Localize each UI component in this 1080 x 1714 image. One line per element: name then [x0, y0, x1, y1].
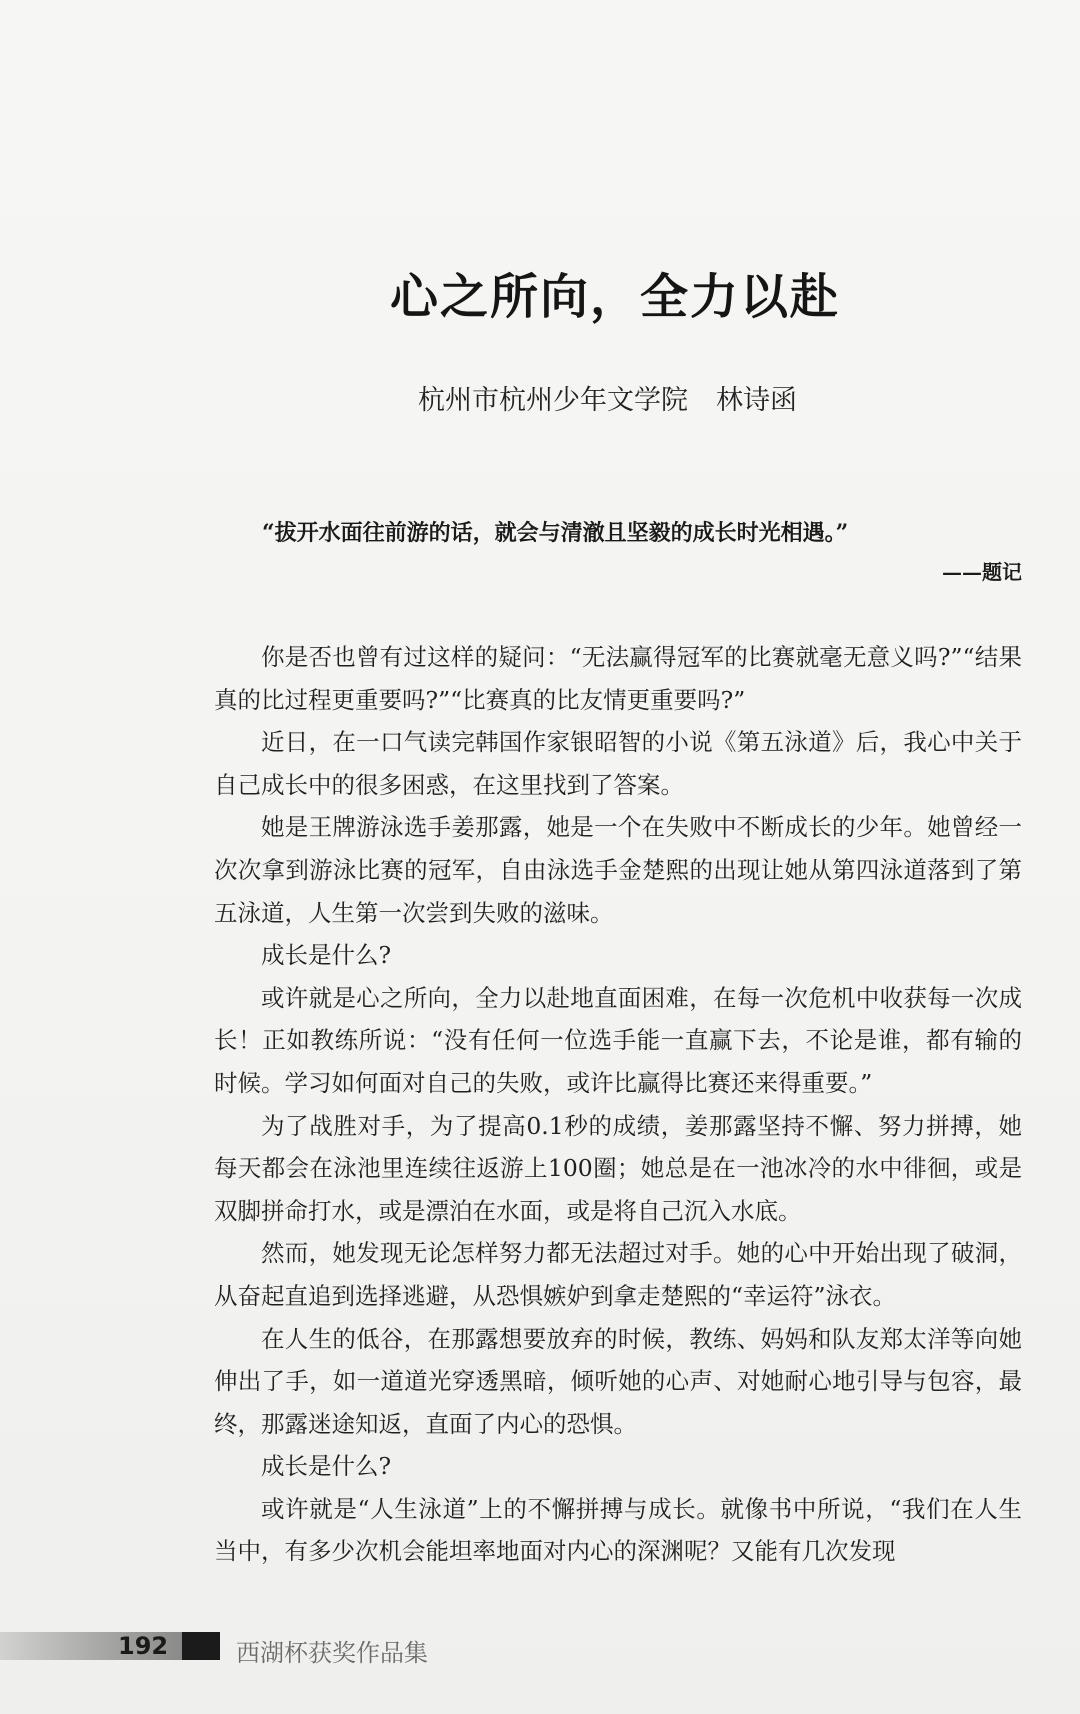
page-footer [0, 1624, 1080, 1667]
footer-dark-block [182, 1632, 220, 1660]
epigraph: “拔开水面往前游的话，就会与清澈且坚毅的成长时光相遇。” [262, 520, 849, 546]
byline [418, 378, 797, 417]
author-name: 林诗函 [716, 385, 797, 416]
page-number: 192 [118, 1632, 169, 1660]
author-school: 杭州市杭州少年文学院 [418, 385, 688, 416]
paragraph: 成长是什么? [261, 1452, 392, 1481]
paragraph: 然而，她发现无论怎样努力都无法超过对手。她的心中开始出现了破洞，从奋起直追到选择逃避，从恐惧嫉妒到拿走楚熙的“幸运符”泳衣。 [214, 1239, 1022, 1310]
paragraph: 为了战胜对手，为了提高0.1秒的成绩，姜那露坚持不懈、努力拼搏，她每天都会在泳池里连续往返游上100圈；她总是在一池冰冷的水中徘徊，或是双脚拼命打水，或是漂泊在水面，或是将自己沉入水底。 [214, 1111, 1022, 1225]
article-title: 心之所向，全力以赴 [389, 269, 840, 325]
paragraph: 成长是什么? [261, 941, 392, 970]
epigraph-source: ——题记 [942, 560, 1022, 584]
paragraph: 你是否也曾有过这样的疑问：“无法赢得冠军的比赛就毫无意义吗?”“结果真的比过程更重要吗?”“比赛真的比友情更重要吗?” [214, 643, 1022, 714]
paragraph: 或许就是“人生泳道”上的不懈拼搏与成长。就像书中所说，“我们在人生当中，有多少次机会能坦率地面对内心的深渊呢？又能有几次发现 [214, 1494, 1022, 1566]
collection-title: 西湖杯获奖作品集 [236, 1639, 428, 1667]
paragraph: 在人生的低谷，在那露想要放弃的时候，教练、妈妈和队友郑太洋等向她伸出了手，如一道道光穿透黑暗，倾听她的心声、对她耐心地引导与包容，最终，那露迷途知返，直面了内心的恐惧。 [214, 1324, 1022, 1438]
paragraph: 近日，在一口气读完韩国作家银昭智的小说《第五泳道》后，我心中关于自己成长中的很多困惑，在这里找到了答案。 [214, 728, 1022, 799]
article-body [214, 636, 1022, 1573]
paragraph: 她是王牌游泳选手姜那露，她是一个在失败中不断成长的少年。她曾经一次次拿到游泳比赛的冠军，自由泳选手金楚熙的出现让她从第四泳道落到了第五泳道，人生第一次尝到失败的滋味。 [214, 813, 1022, 927]
paragraph: 或许就是心之所向，全力以赴地直面困难，在每一次危机中收获每一次成长！正如教练所说：“没有任何一位选手能一直赢下去，不论是谁，都有输的时候。学习如何面对自己的失败，或许比赢得比赛还来得重要。” [214, 983, 1022, 1097]
